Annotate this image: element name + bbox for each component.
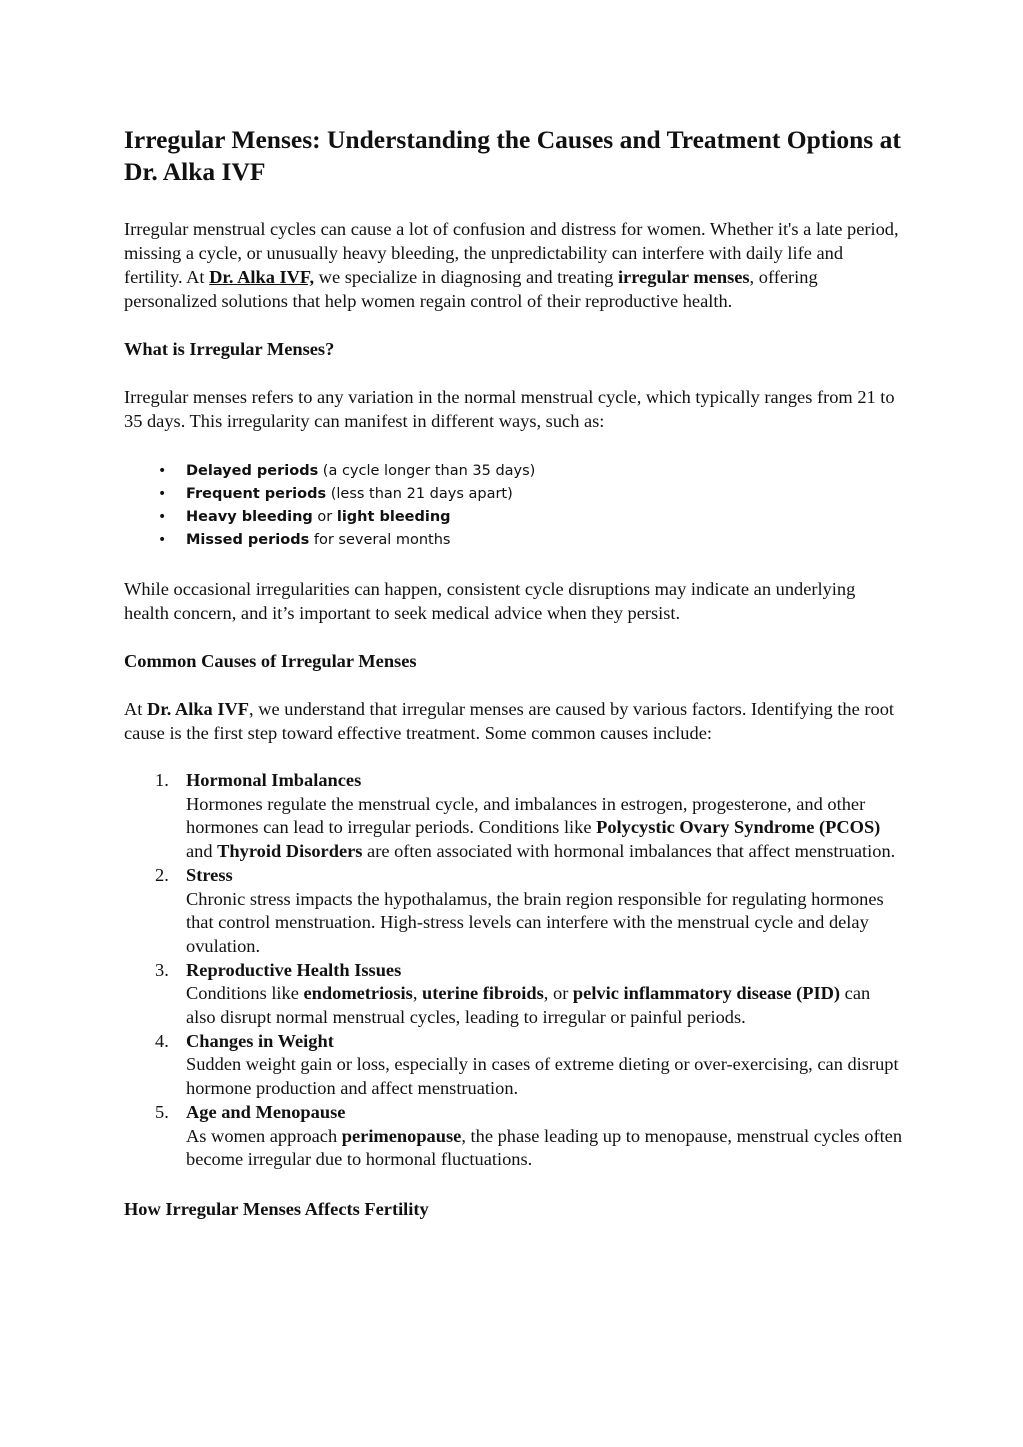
intro-paragraph: Irregular menstrual cycles can cause a lot of confusion and distress for women. Whether it's a late period, missing a cycle, or unusually heavy bleeding, the unpredictability can interfere with daily life and fertility. At Dr. Alka IVF, we specialize in diagnosing and treating irregular menses, offering personalized solutions that help women regain control of their reproductive health. bbox=[124, 219, 899, 311]
list-item: 2. Stress Chronic stress impacts the hypothalamus, the brain region responsible for regulating hormones that control menstruation. High-stress levels can interfere with the menstrual cycle and delay ovulation. bbox=[186, 864, 904, 959]
cause-description: Hormones regulate the menstrual cycle, and imbalances in estrogen, progesterone, and other hormones can lead to irregular periods. Conditions like Polycystic Ovary Syndrome (PCOS) and Thyroid Disorders are often associated with hormonal imbalances that affect menstruation. bbox=[186, 793, 896, 862]
cause-title: Hormonal Imbalances bbox=[186, 770, 362, 790]
cause-title: Age and Menopause bbox=[186, 1101, 346, 1122]
list-item: 1. Hormonal Imbalances Hormones regulate the menstrual cycle, and imbalances in estrogen, progesterone, and other hormones can lead to irregular periods. Conditions like Polycystic Ovary Syndrome (PCOS) and Thyroid Disorders are often associated with hormonal imbalances that affect menstruation. bbox=[186, 769, 904, 864]
page-title: Irregular Menses: Understanding the Causes and Treatment Options at Dr. Alka IVF bbox=[124, 125, 901, 186]
bullet-icon: • bbox=[158, 532, 167, 548]
list-item: 5. Age and Menopause As women approach perimenopause, the phase leading up to menopause, menstrual cycles often become irregular due to hormonal fluctuations. bbox=[186, 1101, 904, 1172]
causes-intro-paragraph: At Dr. Alka IVF, we understand that irregular menses are caused by various factors. Identifying the root cause is the first step toward effective treatment. Some common causes include: bbox=[124, 699, 895, 743]
cause-title: Changes in Weight bbox=[186, 1030, 334, 1051]
causes-list bbox=[124, 769, 904, 1172]
list-item: 4. Changes in Weight Sudden weight gain or loss, especially in cases of extreme dieting or over-exercising, can disrupt hormone production and affect menstruation. bbox=[186, 1030, 904, 1101]
cause-description: As women approach perimenopause, the phase leading up to menopause, menstrual cycles often become irregular due to hormonal fluctuations. bbox=[186, 1125, 903, 1170]
list-item: 3. Reproductive Health Issues Conditions like endometriosis, uterine fibroids, or pelvic inflammatory disease (PID) can also disrupt normal menstrual cycles, leading to irregular or painful periods. bbox=[186, 959, 904, 1030]
list-item: • Heavy bleeding or light bleeding bbox=[186, 506, 904, 529]
cause-description: Sudden weight gain or loss, especially in cases of extreme dieting or over-exercising, can disrupt hormone production and affect menstruation. bbox=[186, 1054, 899, 1099]
section-heading-what-is: What is Irregular Menses? bbox=[124, 339, 335, 359]
bullet-icon: • bbox=[158, 463, 167, 479]
section-heading-causes: Common Causes of Irregular Menses bbox=[124, 651, 417, 671]
dr-alka-ivf-link[interactable]: Dr. Alka IVF, bbox=[209, 267, 315, 287]
section-heading-fertility: How Irregular Menses Affects Fertility bbox=[124, 1198, 429, 1219]
cause-title: Reproductive Health Issues bbox=[186, 959, 402, 980]
list-item: • Missed periods for several months bbox=[186, 529, 904, 552]
list-item: • Delayed periods (a cycle longer than 35 days) bbox=[186, 460, 904, 483]
cause-description: Chronic stress impacts the hypothalamus, the brain region responsible for regulating hormones that control menstruation. High-stress levels can interfere with the menstrual cycle and delay ovulation. bbox=[186, 888, 884, 956]
cause-title: Stress bbox=[186, 864, 233, 885]
symptom-list bbox=[124, 460, 904, 552]
definition-paragraph: Irregular menses refers to any variation in the normal menstrual cycle, which typically ranges from 21 to 35 days. This irregularity can manifest in different ways, such as: bbox=[124, 387, 895, 431]
bullet-icon: • bbox=[158, 509, 167, 525]
bullet-icon: • bbox=[158, 486, 167, 502]
document-page bbox=[124, 124, 904, 1221]
cause-description: Conditions like endometriosis, uterine fibroids, or pelvic inflammatory disease (PID) can also disrupt normal menstrual cycles, leading to irregular or painful periods. bbox=[186, 983, 871, 1028]
list-item: • Frequent periods (less than 21 days apart) bbox=[186, 483, 904, 506]
closing-paragraph: While occasional irregularities can happen, consistent cycle disruptions may indicate an underlying health concern, and it’s important to seek medical advice when they persist. bbox=[124, 579, 856, 623]
